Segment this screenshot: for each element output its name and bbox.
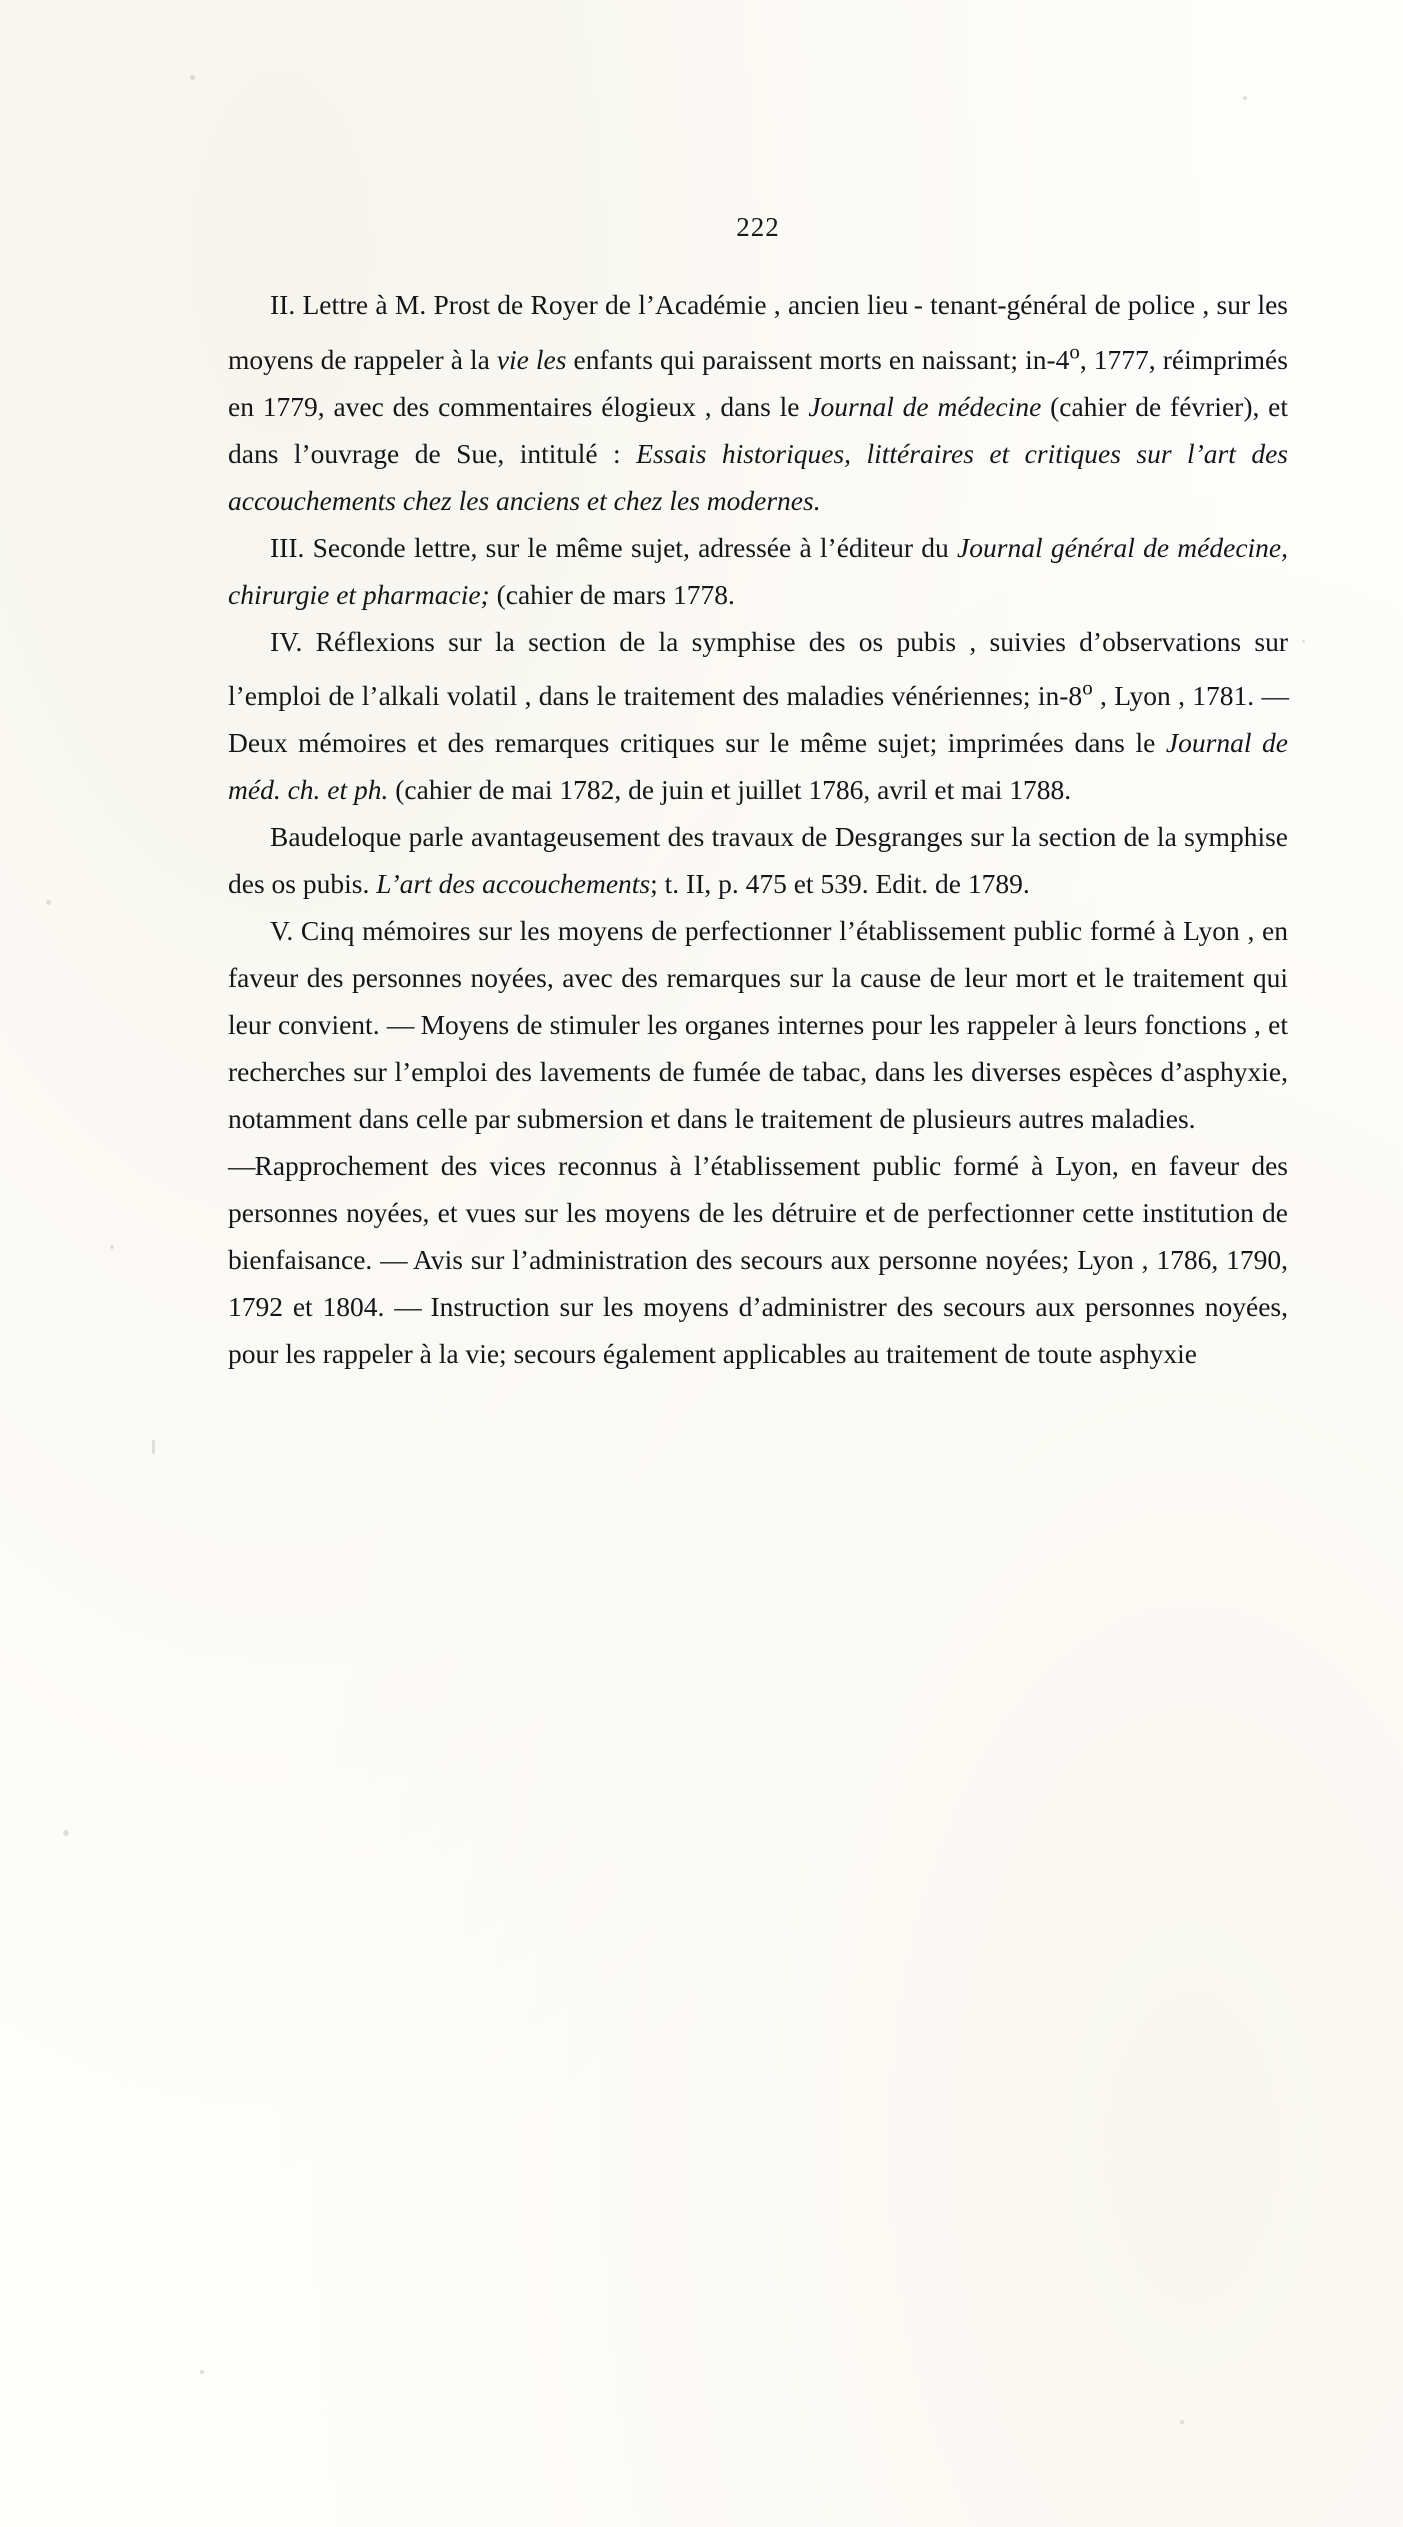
page-text-block <box>228 212 1288 1377</box>
scan-speck <box>190 75 195 80</box>
scan-speck <box>1180 2420 1184 2424</box>
paragraph-entry-iii-text: III. Seconde lettre, sur le même sujet, adressée à l’éditeur du Journal général de médecine, chirurgie et pharmacie; (cahier de mars 1778. <box>228 531 1288 610</box>
scan-speck <box>46 900 51 905</box>
paragraph-entry-v-continued-text: —Rapprochement des vices reconnus à l’établissement public formé à Lyon, en faveur des personnes noyées, et vues sur les moyens de les détruire et de perfectionner cette institution de bienfaisance. — Avis sur l’administration des secours aux personne noyées; Lyon , 1786, 1790, 1792 et 1804. — Instruction sur les moyens d’administrer des secours aux personnes noyées, pour les rappeler à la vie; secours également applicables au traitement de toute asphyxie <box>228 1150 1289 1369</box>
scan-speck <box>1243 96 1247 100</box>
paragraph-entry-iv-text: IV. Réflexions sur la section de la symphise des os pubis , suivies d’observations sur l’emploi de l’alkali volatil , dans le traitement des maladies vénériennes; in-8$^o$ , Lyon , 1781. — Deux mémoires et des remarques critiques sur le même sujet; imprimées dans le Journal de méd. ch. et ph. (cahier de mai 1782, de juin et juillet 1786, avril et mai 1788. <box>228 625 1288 805</box>
scan-speck <box>1302 640 1305 643</box>
paragraph-entry-iii <box>228 524 1288 618</box>
paragraph-note-baudeloque-text: Baudeloque parle avantageusement des travaux de Desgranges sur la section de la symphise des os pubis. L’art des accouchements; t. II, p. 475 et 539. Edit. de 1789. <box>228 821 1288 899</box>
scan-speck <box>110 1245 114 1249</box>
paragraph-entry-iv <box>228 618 1288 814</box>
scan-speck <box>63 1830 69 1836</box>
paragraph-entry-v-continued <box>228 1142 1288 1377</box>
paragraph-entry-v-text: V. Cinq mémoires sur les moyens de perfectionner l’établissement public formé à Lyon , en faveur des personnes noyées, avec des remarques sur la cause de leur mort et le traitement qui leur convient. — Moyens de stimuler les organes internes pour les rappeler à leurs fonctions , et recherches sur l’emploi des lavements de fumée de tabac, dans les diverses espèces d’asphyxie, notamment dans celle par submersion et dans le traitement de plusieurs autres maladies. <box>228 915 1289 1134</box>
paragraph-entry-ii <box>228 281 1288 524</box>
paragraph-note-baudeloque <box>228 813 1288 907</box>
scan-speck <box>152 1440 155 1454</box>
scan-speck <box>200 2370 204 2374</box>
paragraph-entry-v <box>228 907 1288 1142</box>
page-number: 222 <box>736 212 780 242</box>
paragraph-entry-ii-text: II. Lettre à M. Prost de Royer de l’Académie , ancien lieu - tenant-général de police , sur les moyens de rappeler à la vie les enfants qui paraissent morts en naissant; in-4$^o$, 1777, réimprimés en 1779, avec des commentaires élogieux , dans le Journal de médecine (cahier de février), et dans l’ouvrage de Sue, intitulé : Essais historiques, littéraires et critiques sur l’art des accouchements chez les anciens et chez les modernes. <box>228 289 1289 516</box>
